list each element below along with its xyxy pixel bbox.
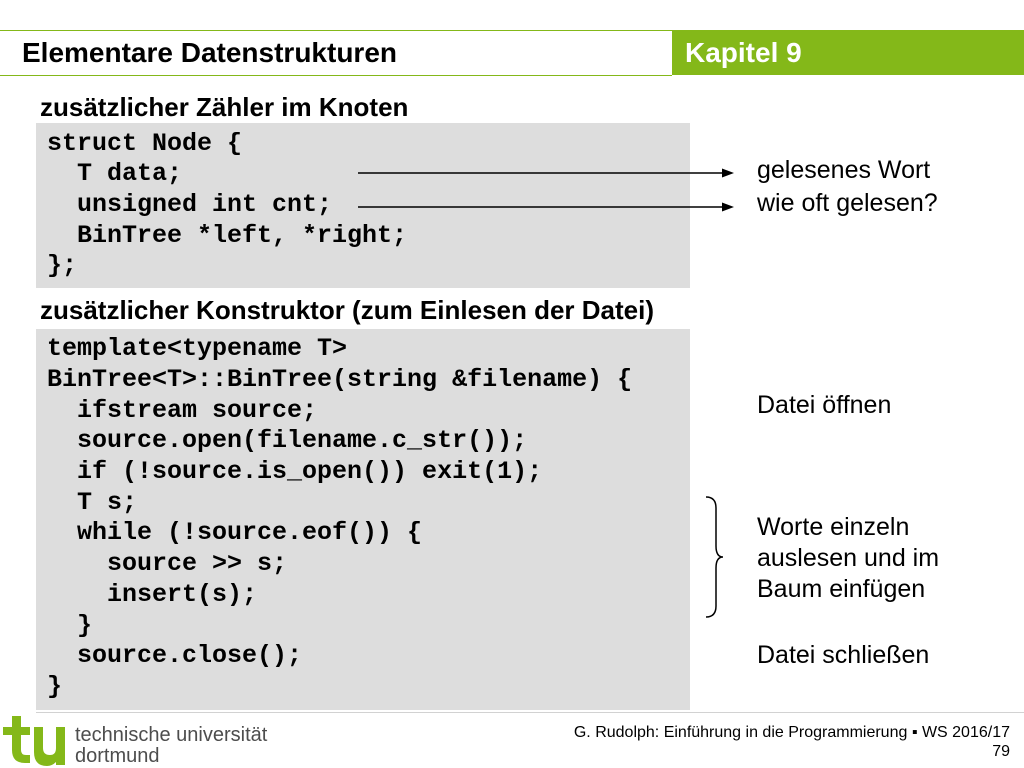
chapter-badge: [672, 30, 1024, 75]
section-heading-node: zusätzlicher Zähler im Knoten: [40, 92, 409, 122]
code-line: }: [47, 610, 93, 640]
annotation-open-file: Datei öffnen: [757, 391, 892, 419]
code-line: ifstream source;: [47, 395, 318, 425]
annotation-cnt: wie oft gelesen?: [757, 189, 938, 217]
annotation-close-file: Datei schließen: [757, 641, 930, 669]
slide-title: Elementare Datenstrukturen: [22, 37, 398, 68]
code-line: T s;: [47, 487, 138, 517]
code-line: T data;: [47, 159, 183, 189]
code-line: struct Node {: [47, 128, 243, 158]
code-line: if (!source.is_open()) exit(1);: [47, 457, 543, 487]
tu-logo: [0, 714, 70, 768]
code-line: source.open(filename.c_str());: [47, 426, 528, 456]
annotation-read-words-3: Baum einfügen: [757, 575, 926, 603]
code-line: while (!source.eof()) {: [47, 518, 423, 548]
code-line: source >> s;: [47, 549, 288, 579]
code-line: template<typename T>: [47, 334, 348, 364]
code-block-node: [36, 123, 690, 288]
code-line: source.close();: [47, 641, 303, 671]
code-line: unsigned int cnt;: [47, 190, 333, 220]
curly-brace: [706, 497, 723, 617]
university-name-line1: technische universität: [75, 724, 268, 746]
annotation-read-words-2: auslesen und im: [757, 544, 940, 572]
code-block-constructor: [36, 329, 690, 710]
annotation-read-words-1: Worte einzeln: [757, 513, 910, 541]
code-line: };: [47, 251, 78, 281]
code-line: }: [47, 671, 63, 701]
page-number: 79: [992, 743, 1010, 760]
code-line: BinTree<T>::BinTree(string &filename) {: [47, 365, 633, 395]
university-name-line2: dortmund: [75, 745, 160, 767]
annotation-data: gelesenes Wort: [757, 156, 931, 184]
code-line: insert(s);: [47, 579, 258, 609]
code-line: BinTree *left, *right;: [47, 220, 408, 250]
section-heading-constructor: zusätzlicher Konstruktor (zum Einlesen der Datei): [40, 295, 655, 325]
chapter-label: Kapitel 9: [685, 37, 802, 68]
footer-citation: G. Rudolph: Einführung in die Programmierung ▪ WS 2016/17: [573, 724, 1010, 741]
footer-rule: [36, 712, 1024, 713]
